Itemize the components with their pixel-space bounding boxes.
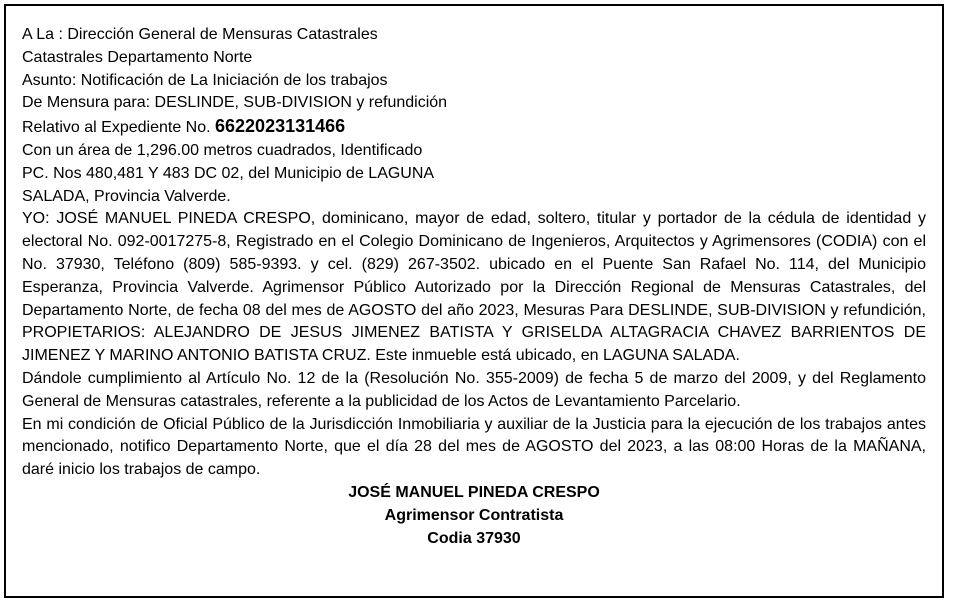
subject-line: Asunto: Notificación de La Iniciación de los trabajos: [22, 71, 388, 89]
notification-paragraph: En mi condición de Oficial Público de la Jurisdicción Inmobiliaria y auxiliar de la Justicia para la ejecución de los trabajos antes mencionado, notifico Departamento Norte, que el día 28 del mes de AGOSTO del 2023, a las 08:00 Horas de la MAÑANA, daré inicio los trabajos de campo.: [22, 415, 926, 479]
area-line: Con un área de 1,296.00 metros cuadrados, Identificado: [22, 141, 423, 159]
signatory-codia: Codia 37930: [427, 529, 521, 547]
compliance-paragraph: Dándole cumplimiento al Artículo No. 12 de la (Resolución No. 355-2009) de fecha 5 de marzo del 2009, y del Reglamento General de Mensuras catastrales, referente a la publicidad de los Actos de Levantamiento Parcelario.: [22, 369, 926, 410]
department-line: Catastrales Departamento Norte: [22, 48, 253, 66]
legal-notice: [4, 4, 944, 598]
mensura-line: De Mensura para: DESLINDE, SUB-DIVISION y refundición: [22, 94, 448, 112]
expediente-number: 6622023131466: [215, 116, 346, 137]
parcels-line: PC. Nos 480,481 Y 483 DC 02, del Municipio de LAGUNA: [22, 164, 435, 182]
declaration-paragraph: YO: JOSÉ MANUEL PINEDA CRESPO, dominicano, mayor de edad, soltero, titular y portador de la cédula de identidad y electoral No. 092-0017275-8, Registrado en el Colegio Dominicano de Ingenieros, Arquitectos y Agrimensores (CODIA) con el No. 37930, Teléfono (809) 585-9393. y cel. (829) 267-3502. ubicado en el Puente San Rafael No. 114, del Municipio Esperanza, Provincia Valverde. Agrimensor Público Autorizado por la Dirección Regional de Mensuras Catastrales, del Departamento Norte, de fecha 08 del mes de AGOSTO del año 2023, Mesuras Para DESLINDE, SUB-DIVISION y refundición, PROPIETARIOS: ALEJANDRO DE JESUS JIMENEZ BATISTA Y GRISELDA ALTAGRACIA CHAVEZ BARRIENTOS DE JIMENEZ Y MARINO ANTONIO BATISTA CRUZ. Este inmueble está ubicado, en LAGUNA SALADA.: [22, 210, 926, 365]
signatory-title: Agrimensor Contratista: [384, 506, 564, 524]
addressee-line: A La : Dirección General de Mensuras Catastrales: [22, 26, 378, 43]
location-line: SALADA, Provincia Valverde.: [22, 187, 231, 205]
expediente-line: [22, 115, 926, 140]
signatory-name: JOSÉ MANUEL PINEDA CRESPO: [348, 483, 600, 501]
expediente-label: Relativo al Expediente No.: [22, 119, 211, 137]
signature-block: [22, 482, 926, 550]
